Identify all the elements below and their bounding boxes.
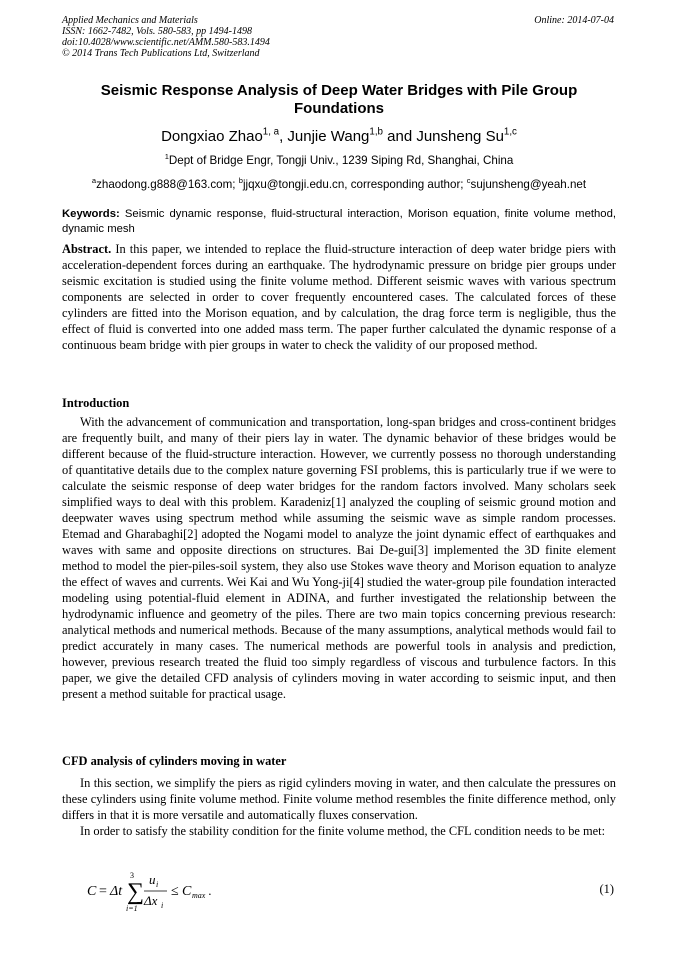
doi-line: doi:10.4028/www.scientific.net/AMM.580-583.1494 [62,37,270,48]
abstract-label: Abstract. [62,242,112,256]
cfd-section [62,775,616,839]
eq-sum-upper: 3 [130,871,134,880]
email-mark: b [238,176,243,186]
copyright-line: © 2014 Trans Tech Publications Ltd, Switzerland [62,48,260,59]
author-emails [0,178,678,192]
eq-leq: ≤ [171,884,179,899]
cfd-paragraph-1: In this section, we simplify the piers as rigid cylinders moving in water, and then calculate the pressures on these cylinders using finite volume method. Finite volume method resembles the finite difference method, only differs in that it is more versatile and automatically fluxes conservation. [62,776,616,822]
author-name: Junsheng Su [416,128,504,145]
author-name: Junjie Wang [287,128,370,145]
author-separator: , [279,128,288,145]
eq-denominator-sub: i [161,901,164,910]
eq-sum-sign: ∑ [127,879,145,905]
cfd-heading: CFD analysis of cylinders moving in water [62,754,287,768]
keywords [62,207,616,236]
affiliation [0,154,678,168]
cfl-equation [85,868,245,920]
affiliation-text: Dept of Bridge Engr, Tongji Univ., 1239 Siping Rd, Shanghai, China [168,154,514,167]
eq-lhs: C [87,884,97,899]
journal-name: Applied Mechanics and Materials [62,15,198,26]
introduction-heading: Introduction [62,396,130,410]
author-affil-mark: 1,b [369,126,383,138]
email-text: sujunsheng@yeah.net [470,178,587,191]
email-text: zhaodong.g888@163.com; [96,178,239,191]
affiliation-mark: 1 [164,152,169,162]
equation-number: (1) [599,882,614,896]
email-mark: a [91,176,97,186]
introduction-section [62,414,616,702]
eq-denominator: Δx [144,893,158,908]
eq-delta-t: Δt [110,884,123,899]
abstract [62,241,616,353]
keywords-label: Keywords: [62,208,120,220]
eq-sum-lower: i=1 [126,904,138,913]
eq-cmax-sub: max [192,891,206,900]
eq-cmax: C [182,884,192,899]
cfd-paragraph-2: In order to satisfy the stability condition for the finite volume method, the CFL condition needs to be met: [80,824,606,838]
keywords-text: Seismic dynamic response, fluid-structural interaction, Morison equation, finite volume method, dynamic mesh [62,208,616,235]
author-affil-mark: 1,c [503,126,517,138]
online-date: Online: 2014-07-04 [534,15,614,26]
author-affil-mark: 1, a [262,126,280,138]
eq-equals: = [99,884,107,899]
introduction-paragraph: With the advancement of communication and transportation, long-span bridges and cross-continent bridges are frequently built, and many of their piers lay in water. The dynamic behavior of these bridges would be different because of the fluid-structure interaction. However, we currently possess no thorough understanding of quantitative details due to the complex nature governing FSI problems, this is particularly true if we were to calculate the seismic response of deep water bridges for the random factors involved. Many scholars seek simplified ways to deal with this problem. Karadeniz[1] analyzed the coupling of seismic ground motion and deepwater waves using spectrum method while assuming the seismic wave as simple random processes. Etemad and Gharabaghi[2] adopted the Nogami model to analyze the joint dynamic effect of earthquakes and waves with same and opposite directions on structures. Bai De-gui[3] implemented the 3D finite element method to model the pier-piles-soil system, they also use Stokes wave theory and Morison equation to analyze the effect of waves and currents. Wei Kai and Wu Yong-ji[4] studied the water-group pile foundation interacted modeling using potential-fluid element in ADINA, and further investigated the relationship between the hydrodynamic influence and geometry of the piles. There are two main topics concerning previous research: analytical methods and numerical methods. Because of the many assumptions, analytical methods would fail to predict accurately in many cases. The numerical methods are powerful tools in analysis and prediction, however, previous research treated the fluid too simply regardless of viscous and turbulence factors. In this paper, we give the detailed CFD analysis of cylinders moving in water according to seismic input, and then present a method suitable for practical usage. [62,415,616,701]
email-text: jjqxu@tongji.edu.cn, corresponding author; [242,178,467,191]
email-mark: c [466,176,471,186]
journal-header [62,15,614,59]
eq-end: . [205,883,212,898]
author-separator: and [382,128,417,145]
eq-numerator-sub: i [156,880,159,889]
author-list [0,128,678,146]
equation-graphic [85,868,245,916]
issn-line: ISSN: 1662-7482, Vols. 580-583, pp 1494-1498 [62,26,252,37]
abstract-text: In this paper, we intended to replace the fluid-structure interaction of deep water bridge piers with acceleration-dependent forces during an earthquake. The hydrodynamic pressure on bridge pier groups under seismic excitation is studied using the finite volume method. Different seismic waves with various spectrum components are selected in order to cover frequently encountered cases. The calculated forces of these cylinders are fitted into the Morison equation, and by calculation, the drag force term is negligible, thus the effect of fluid is converted into one added mass term. The paper further calculated the dynamic response of a continuous beam bridge with pier groups in water to check the validity of our proposed method. [62,242,616,352]
author-name: Dongxiao Zhao [161,128,263,145]
eq-numerator: u [149,872,156,887]
paper-title: Seismic Response Analysis of Deep Water Bridges with Pile Group Foundations [100,82,578,117]
